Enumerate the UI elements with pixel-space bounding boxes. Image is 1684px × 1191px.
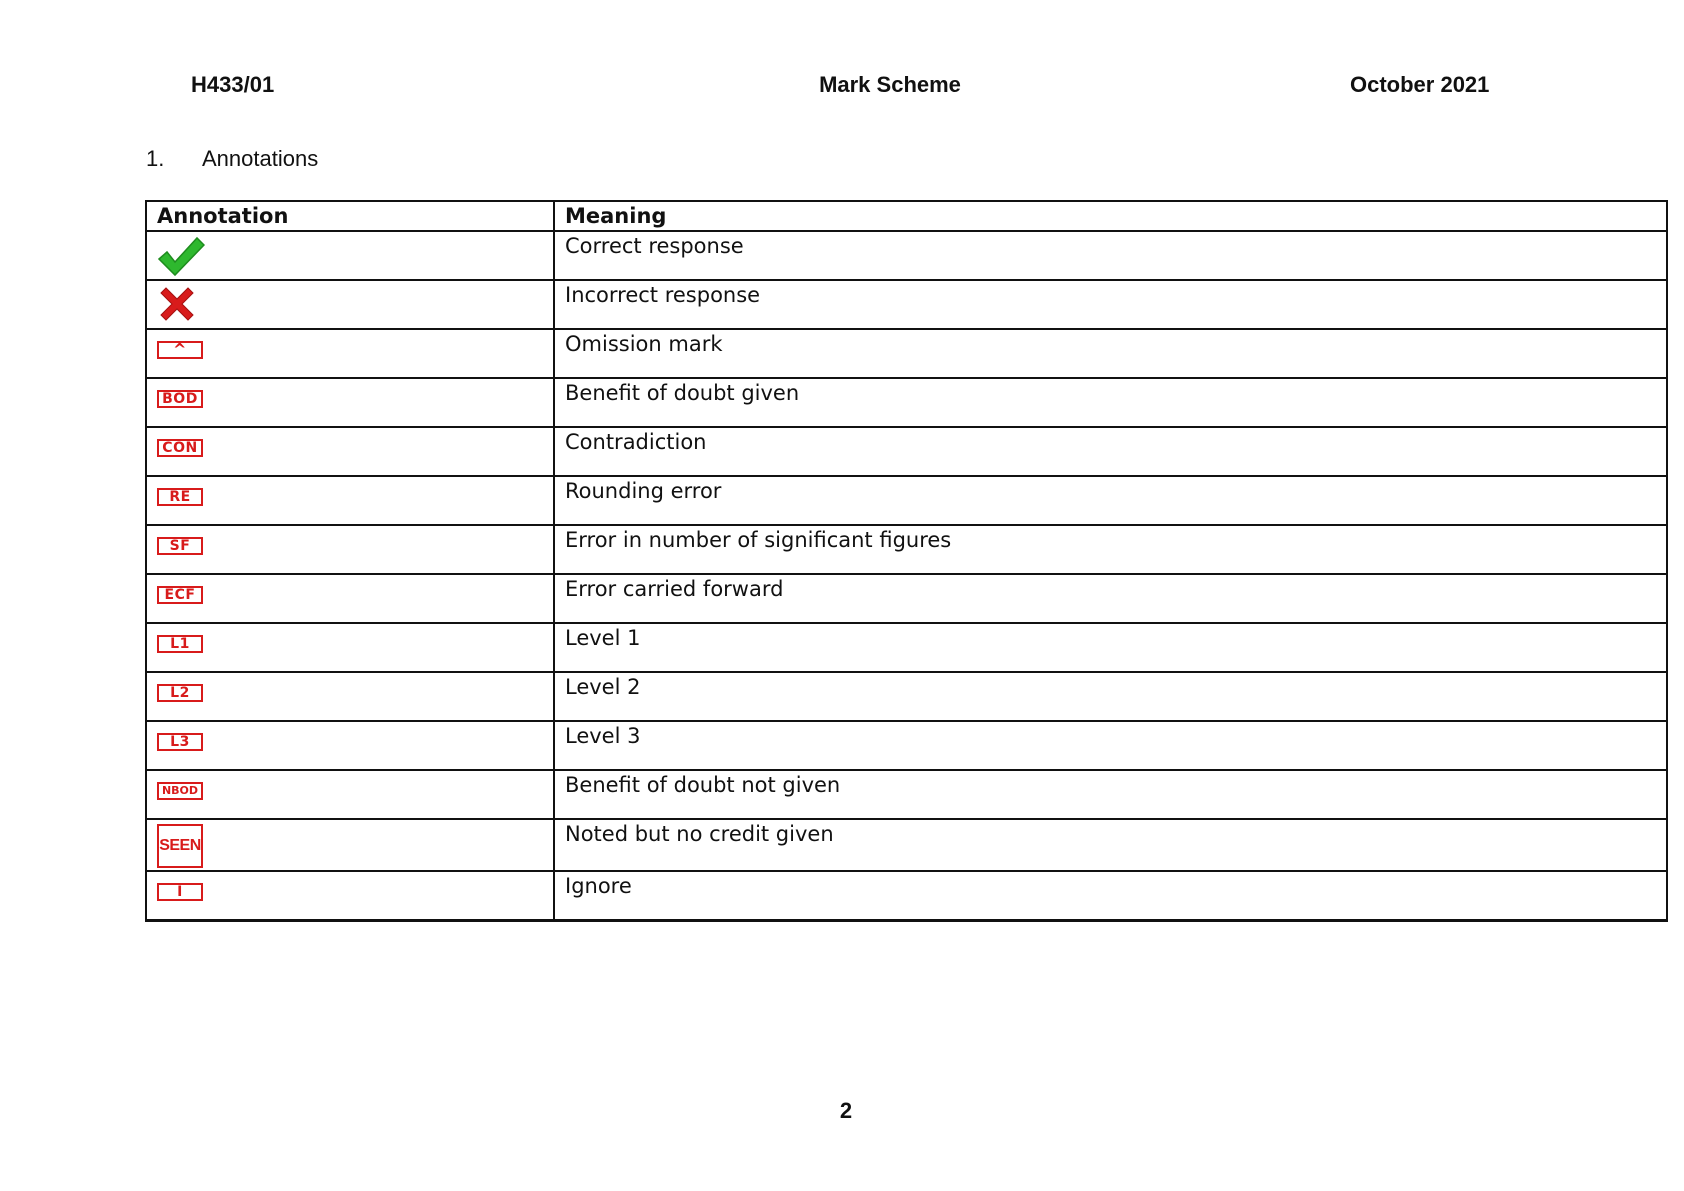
annotation-column-header: Annotation — [146, 201, 554, 231]
ecf-stamp-icon: ECF — [157, 586, 203, 604]
sf-stamp-icon: SF — [157, 537, 203, 555]
meaning-column-header: Meaning — [554, 201, 1667, 231]
seen-stamp-icon: SEEN — [157, 824, 203, 868]
tick-icon — [157, 235, 205, 277]
annotation-cell — [146, 672, 554, 721]
meaning-cell: Level 1 — [554, 623, 1667, 672]
ignore-stamp-icon: I — [157, 883, 203, 901]
nbod-stamp-icon: NBOD — [157, 782, 203, 800]
table-row — [146, 280, 1667, 329]
annotation-cell — [146, 378, 554, 427]
meaning-cell: Benefit of doubt given — [554, 378, 1667, 427]
table-row — [146, 819, 1667, 871]
meaning-cell: Level 2 — [554, 672, 1667, 721]
meaning-cell: Rounding error — [554, 476, 1667, 525]
table-row — [146, 770, 1667, 819]
re-stamp-icon: RE — [157, 488, 203, 506]
page-header — [0, 72, 1684, 102]
annotation-cell — [146, 427, 554, 476]
annotation-cell — [146, 329, 554, 378]
table-row — [146, 476, 1667, 525]
table-row — [146, 378, 1667, 427]
annotation-cell — [146, 476, 554, 525]
meaning-cell: Error carried forward — [554, 574, 1667, 623]
paper-code: H433/01 — [191, 72, 275, 97]
annotation-cell — [146, 871, 554, 921]
l1-stamp-icon: L1 — [157, 635, 203, 653]
document-title: Mark Scheme — [819, 72, 961, 97]
table-row — [146, 525, 1667, 574]
section-title: Annotations — [202, 146, 319, 171]
cross-icon — [157, 284, 197, 324]
annotation-cell — [146, 770, 554, 819]
annotation-cell — [146, 819, 554, 871]
meaning-cell: Correct response — [554, 231, 1667, 280]
section-heading — [146, 146, 318, 172]
meaning-cell: Error in number of significant figures — [554, 525, 1667, 574]
annotations-table — [145, 200, 1668, 922]
con-stamp-icon: CON — [157, 439, 203, 457]
meaning-cell: Level 3 — [554, 721, 1667, 770]
table-row — [146, 427, 1667, 476]
table-header-row — [146, 201, 1667, 231]
omission-caret-icon: ^ — [157, 341, 203, 359]
table-row — [146, 672, 1667, 721]
exam-date: October 2021 — [1350, 72, 1490, 97]
annotation-cell — [146, 721, 554, 770]
table-row — [146, 623, 1667, 672]
annotation-cell — [146, 525, 554, 574]
table-row — [146, 721, 1667, 770]
meaning-cell: Ignore — [554, 871, 1667, 921]
annotation-cell — [146, 231, 554, 280]
section-number: 1. — [146, 146, 165, 171]
bod-stamp-icon: BOD — [157, 390, 203, 408]
meaning-cell: Noted but no credit given — [554, 819, 1667, 871]
meaning-cell: Contradiction — [554, 427, 1667, 476]
page-number: 2 — [839, 1098, 853, 1123]
annotation-cell — [146, 280, 554, 329]
meaning-cell: Benefit of doubt not given — [554, 770, 1667, 819]
l3-stamp-icon: L3 — [157, 733, 203, 751]
meaning-cell: Incorrect response — [554, 280, 1667, 329]
table-row — [146, 871, 1667, 921]
table-row — [146, 231, 1667, 280]
annotation-cell — [146, 574, 554, 623]
table-row — [146, 574, 1667, 623]
table-row — [146, 329, 1667, 378]
meaning-cell: Omission mark — [554, 329, 1667, 378]
annotation-cell — [146, 623, 554, 672]
l2-stamp-icon: L2 — [157, 684, 203, 702]
